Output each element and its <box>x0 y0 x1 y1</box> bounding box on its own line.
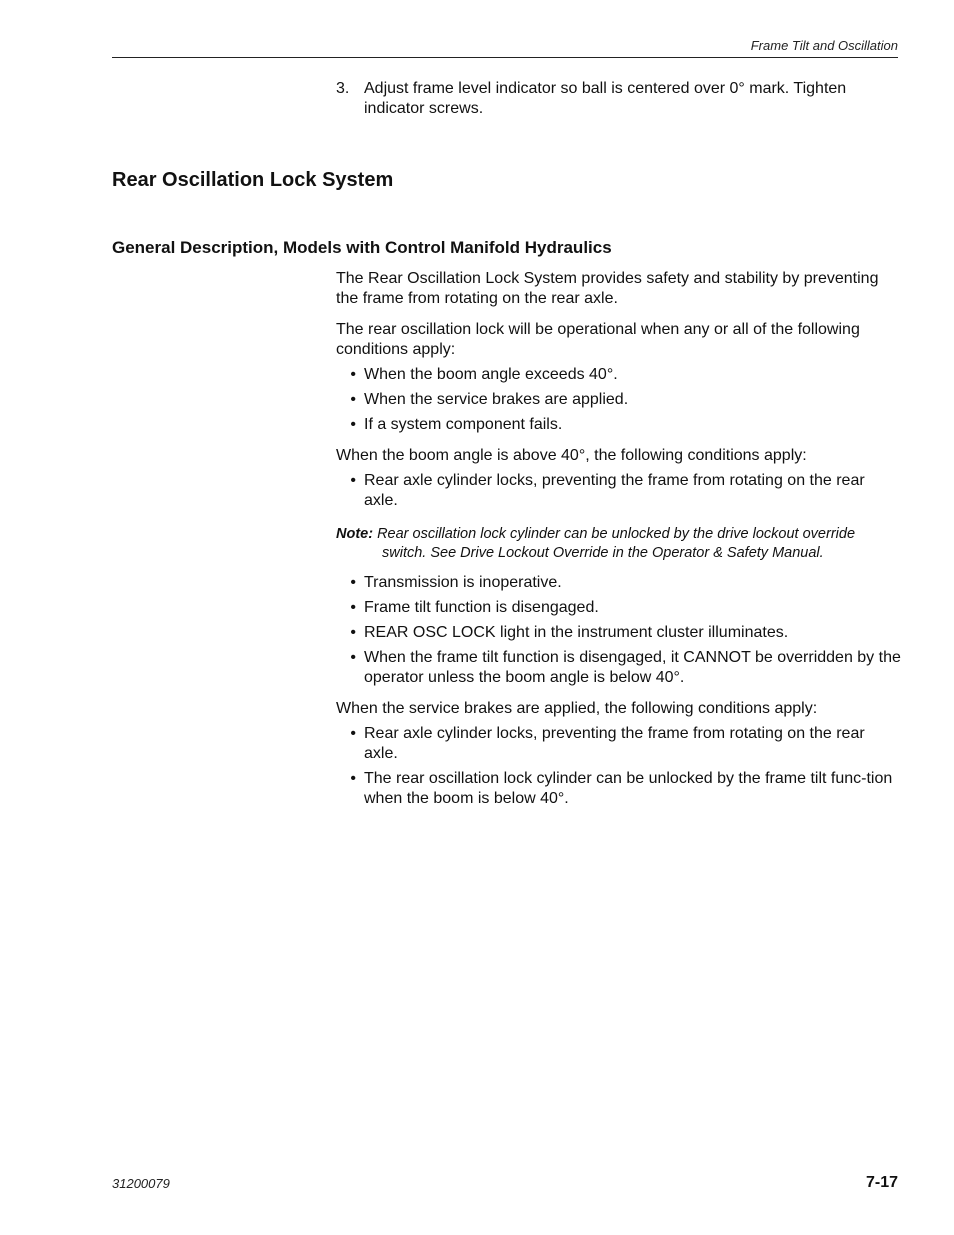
document-number: 31200079 <box>112 1176 170 1191</box>
service-brakes-list <box>336 724 902 809</box>
list-item: • When the boom angle exceeds 40°. <box>350 366 618 383</box>
service-brakes-lead: When the service brakes are applied, the following conditions apply: <box>336 700 818 717</box>
list-item: • When the service brakes are applied. <box>350 391 629 408</box>
boom-above-list-1 <box>336 471 902 511</box>
boom-above-lead: When the boom angle is above 40°, the following conditions apply: <box>336 447 807 464</box>
operational-lead: The rear oscillation lock will be operational when any or all of the following conditions apply: <box>336 321 860 358</box>
note-text: Rear oscillation lock cylinder can be unlocked by the drive lockout override switch. See Drive Lockout Override in the Operator & Safety Manual. <box>377 526 856 561</box>
body-content <box>336 269 902 814</box>
step-3 <box>336 79 902 119</box>
section-title: Rear Oscillation Lock System <box>112 169 394 191</box>
list-item: • Rear axle cylinder locks, preventing the frame from rotating on the rear axle. <box>350 472 865 509</box>
note <box>336 525 902 563</box>
list-item: • When the frame tilt function is disengaged, it CANNOT be overridden by the operator unless the boom angle is below 40°. <box>350 649 901 686</box>
list-item: • Rear axle cylinder locks, preventing the frame from rotating on the rear axle. <box>350 725 865 762</box>
header-rule <box>112 57 898 58</box>
boom-above-list-2 <box>336 573 902 688</box>
step-text: Adjust frame level indicator so ball is centered over 0° mark. Tighten indicator screws. <box>364 80 847 117</box>
note-label: Note: <box>336 526 374 542</box>
list-item: • REAR OSC LOCK light in the instrument cluster illuminates. <box>350 624 789 641</box>
list-item: • The rear oscillation lock cylinder can be unlocked by the frame tilt func-tion when the boom is below 40°. <box>350 770 893 807</box>
intro-paragraph: The Rear Oscillation Lock System provides safety and stability by preventing the frame from rotating on the rear axle. <box>336 270 879 307</box>
step-number: 3. <box>336 80 350 97</box>
list-item: • Transmission is inoperative. <box>350 574 562 591</box>
operational-list <box>336 365 902 435</box>
list-item: • If a system component fails. <box>350 416 563 433</box>
list-item: • Frame tilt function is disengaged. <box>350 599 599 616</box>
subsection-title: General Description, Models with Control Manifold Hydraulics <box>112 238 612 257</box>
page-number: 7-17 <box>865 1174 898 1191</box>
header-title: Frame Tilt and Oscillation <box>750 38 898 53</box>
